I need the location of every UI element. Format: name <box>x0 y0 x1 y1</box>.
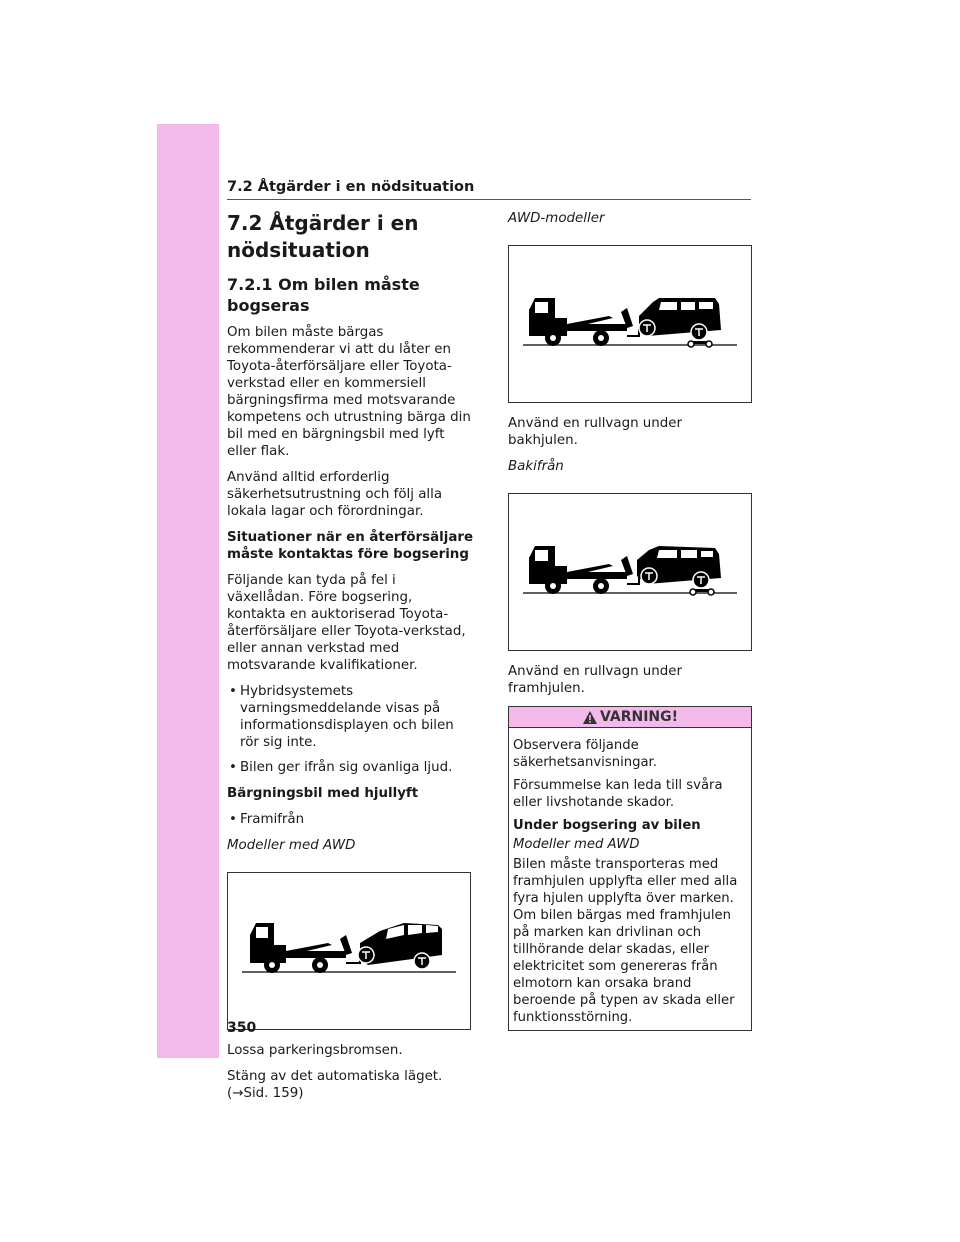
warning-awd-label: Modeller med AWD <box>513 837 640 852</box>
transmission-paragraph: Följande kan tyda på fel i växellådan. Före bogsering, kontakta en auktoriserad Toyota-återförsäljare eller Toyota-verkstad, eller annan verkstad med motsvarande kvalifikationer. <box>227 573 466 673</box>
tow-truck-rear-illustration <box>509 494 751 650</box>
subsection-title: 7.2.1 Om bilen måste bogseras <box>227 275 420 315</box>
warning-body <box>509 728 751 1030</box>
tow-figure-rear <box>508 493 752 651</box>
warning-box <box>508 706 752 1031</box>
tow-figure-awd <box>508 245 752 403</box>
list-item: • Framifrån <box>227 811 475 828</box>
warning-paragraph: Observera följande säkerhetsanvisningar. <box>513 738 657 770</box>
safety-paragraph: Använd alltid erforderlig säkerhetsutrustning och följ alla lokala lagar och förordningar. <box>227 470 443 519</box>
symptom-list <box>227 683 475 776</box>
section-title: 7.2 Åtgärder i en nödsituation <box>227 211 419 262</box>
tow-truck-front-illustration <box>228 873 470 1029</box>
rear-label: Bakifrån <box>508 459 564 474</box>
front-list <box>227 811 475 828</box>
situations-heading: Situationer när en återförsäljare måste kontaktas före bogsering <box>227 530 474 562</box>
tow-figure-front <box>227 872 471 1030</box>
awd-models-label: AWD-modeller <box>508 211 605 226</box>
left-column <box>227 210 475 1111</box>
list-item: • Hybridsystemets varningsmeddelande visas på informationsdisplayen och bilen rör sig inte. <box>227 683 475 751</box>
warning-header <box>509 707 751 728</box>
header-rule <box>227 199 751 200</box>
warning-paragraph: Försummelse kan leda till svåra eller livshotande skador. <box>513 778 723 810</box>
tow-truck-awd-illustration <box>509 246 751 402</box>
auto-mode-paragraph: Stäng av det automatiska läget. (→Sid. 159) <box>227 1069 443 1101</box>
warning-subheading: Under bogsering av bilen <box>513 818 701 833</box>
page-number: 350 <box>227 1020 257 1036</box>
warning-triangle-icon <box>582 710 598 725</box>
right-column <box>508 210 752 1031</box>
list-item: • Bilen ger ifrån sig ovanliga ljud. <box>227 759 475 776</box>
tow-truck-heading: Bärgningsbil med hjullyft <box>227 786 419 801</box>
chapter-tab <box>157 124 219 1058</box>
awd-label: Modeller med AWD <box>227 838 356 853</box>
warning-title: VARNING! <box>599 708 679 725</box>
front-dolly-paragraph: Använd en rullvagn under framhjulen. <box>508 664 683 696</box>
parking-brake-paragraph: Lossa parkeringsbromsen. <box>227 1043 403 1058</box>
warning-paragraph: Bilen måste transporteras med framhjulen upplyfta eller med alla fyra hjulen upplyfta över marken. Om bilen bärgas med framhjulen på marken kan drivlinan och tillhörande delar skadas, eller elektricitet som genereras från elmotorn kan orsaka brand beroende på typen av skada eller funktionsstörning. <box>513 857 738 1025</box>
running-header: 7.2 Åtgärder i en nödsituation <box>227 179 475 195</box>
intro-paragraph: Om bilen måste bärgas rekommenderar vi att du låter en Toyota-återförsäljare eller Toyota-verkstad eller en kommersiell bärgningsfirma med motsvarande kompetens och utrustning bärga din bil med en bärgningsbil med lyft eller flak. <box>227 325 471 459</box>
rear-dolly-paragraph: Använd en rullvagn under bakhjulen. <box>508 416 683 448</box>
